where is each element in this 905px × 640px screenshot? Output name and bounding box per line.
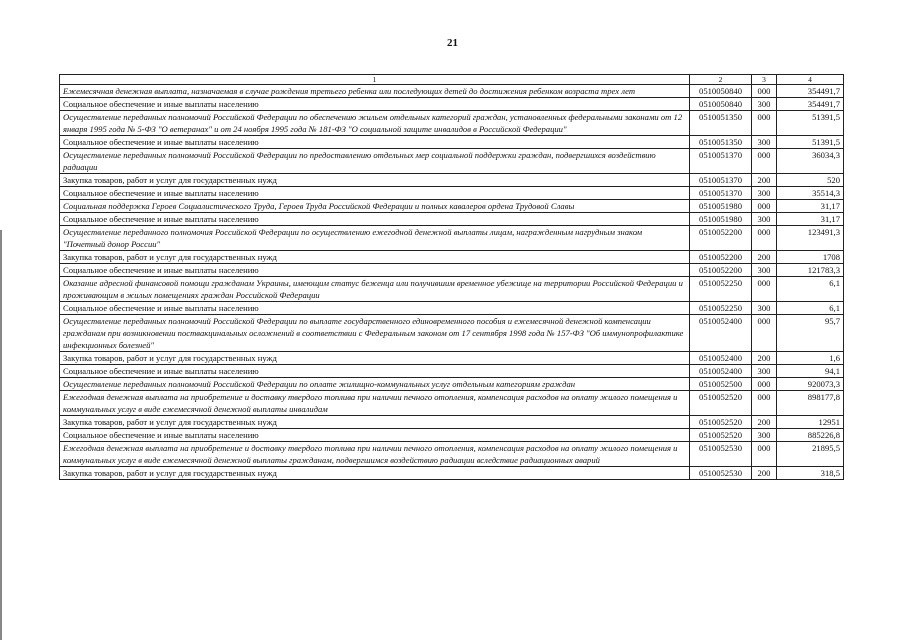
cell-amount: 36034,3 [777, 149, 844, 174]
table-row [60, 200, 844, 213]
table-row [60, 352, 844, 365]
cell-name: Закупка товаров, работ и услуг для государственных нужд [60, 174, 690, 187]
cell-target-article-code: 0510051350 [690, 111, 752, 136]
cell-name: Осуществление переданного полномочия Российской Федерации по осуществлению ежегодной денежной выплаты лицам, награжденным нагрудным знаком "Почетный донор России" [60, 226, 690, 251]
cell-target-article-code: 0510050840 [690, 85, 752, 98]
cell-target-article-code: 0510052500 [690, 378, 752, 391]
cell-target-article-code: 0510051980 [690, 213, 752, 226]
cell-target-article-code: 0510052530 [690, 467, 752, 480]
cell-name: Закупка товаров, работ и услуг для государственных нужд [60, 467, 690, 480]
table-row [60, 213, 844, 226]
cell-amount: 354491,7 [777, 98, 844, 111]
cell-amount: 6,1 [777, 277, 844, 302]
cell-amount: 920073,3 [777, 378, 844, 391]
cell-amount: 51391,5 [777, 136, 844, 149]
table-row [60, 187, 844, 200]
cell-name: Социальное обеспечение и иные выплаты населению [60, 429, 690, 442]
column-header-vr: 3 [752, 75, 777, 85]
cell-amount: 123491,3 [777, 226, 844, 251]
cell-name: Осуществление переданных полномочий Российской Федерации по обеспечению жильем отдельных категорий граждан, установленных федеральными законами от 12 января 1995 года № 5-ФЗ "О ветеранах" и от 24 ноября 1995 года № 181-ФЗ "О социальной защите инвалидов в Российской Федерации" [60, 111, 690, 136]
table-row [60, 315, 844, 352]
table-row [60, 429, 844, 442]
column-number-row [60, 75, 844, 85]
budget-table [59, 74, 844, 480]
page-number: 21 [447, 37, 458, 49]
cell-amount: 1708 [777, 251, 844, 264]
cell-amount: 898177,8 [777, 391, 844, 416]
table-row [60, 467, 844, 480]
table-row [60, 302, 844, 315]
cell-target-article-code: 0510051350 [690, 136, 752, 149]
cell-target-article-code: 0510052250 [690, 302, 752, 315]
table-row [60, 391, 844, 416]
cell-amount: 21895,5 [777, 442, 844, 467]
cell-expense-type-code: 000 [752, 442, 777, 467]
cell-target-article-code: 0510051370 [690, 187, 752, 200]
cell-target-article-code: 0510052530 [690, 442, 752, 467]
cell-target-article-code: 0510052400 [690, 352, 752, 365]
cell-name: Закупка товаров, работ и услуг для государственных нужд [60, 251, 690, 264]
table-row [60, 149, 844, 174]
cell-name: Социальное обеспечение и иные выплаты населению [60, 98, 690, 111]
cell-expense-type-code: 000 [752, 315, 777, 352]
cell-expense-type-code: 300 [752, 187, 777, 200]
table-row [60, 111, 844, 136]
cell-expense-type-code: 300 [752, 302, 777, 315]
cell-expense-type-code: 000 [752, 200, 777, 213]
column-header-amount: 4 [777, 75, 844, 85]
cell-name: Социальное обеспечение и иные выплаты населению [60, 136, 690, 149]
cell-expense-type-code: 200 [752, 467, 777, 480]
cell-name: Осуществление переданных полномочий Российской Федерации по предоставлению отдельных мер социальной поддержки граждан, подвергшихся воздействию радиации [60, 149, 690, 174]
cell-name: Закупка товаров, работ и услуг для государственных нужд [60, 352, 690, 365]
cell-name: Социальное обеспечение и иные выплаты населению [60, 264, 690, 277]
cell-amount: 31,17 [777, 200, 844, 213]
table-row [60, 277, 844, 302]
cell-expense-type-code: 200 [752, 251, 777, 264]
cell-expense-type-code: 000 [752, 378, 777, 391]
table-row [60, 442, 844, 467]
cell-amount: 12951 [777, 416, 844, 429]
cell-amount: 1,6 [777, 352, 844, 365]
cell-name: Ежегодная денежная выплата на приобретение и доставку твердого топлива при наличии печного отопления, компенсация расходов на оплату жилого помещения и коммунальных услуг в виде ежемесячной денежной выплаты гражданам, подвергшимся воздействию радиации вследствие радиационных аварий [60, 442, 690, 467]
cell-expense-type-code: 300 [752, 365, 777, 378]
cell-amount: 354491,7 [777, 85, 844, 98]
cell-name: Осуществление переданных полномочий Российской Федерации по выплате государственного единовременного пособия и ежемесячной денежной компенсации гражданам при возникновении поствакцинальных осложнений в соответствии с Федеральным законом от 17 сентября 1998 года № 157-ФЗ "Об иммунопрофилактике инфекционных болезней" [60, 315, 690, 352]
table-row [60, 251, 844, 264]
cell-expense-type-code: 000 [752, 85, 777, 98]
cell-name: Ежемесячная денежная выплата, назначаемая в случае рождения третьего ребенка или последующих детей до достижения ребенком возраста трех лет [60, 85, 690, 98]
cell-target-article-code: 0510052520 [690, 416, 752, 429]
cell-amount: 95,7 [777, 315, 844, 352]
cell-target-article-code: 0510052250 [690, 277, 752, 302]
cell-expense-type-code: 300 [752, 429, 777, 442]
table-row [60, 365, 844, 378]
cell-expense-type-code: 000 [752, 277, 777, 302]
table-row [60, 174, 844, 187]
cell-amount: 318,5 [777, 467, 844, 480]
cell-amount: 121783,3 [777, 264, 844, 277]
scan-edge-shadow [0, 230, 2, 640]
cell-amount: 51391,5 [777, 111, 844, 136]
cell-expense-type-code: 200 [752, 174, 777, 187]
cell-expense-type-code: 000 [752, 226, 777, 251]
cell-expense-type-code: 300 [752, 264, 777, 277]
cell-target-article-code: 0510052520 [690, 391, 752, 416]
cell-target-article-code: 0510051980 [690, 200, 752, 213]
cell-name: Социальное обеспечение и иные выплаты населению [60, 302, 690, 315]
table-row [60, 378, 844, 391]
table-row [60, 226, 844, 251]
cell-name: Социальное обеспечение и иные выплаты населению [60, 213, 690, 226]
cell-target-article-code: 0510052400 [690, 365, 752, 378]
cell-name: Осуществление переданных полномочий Российской Федерации по оплате жилищно-коммунальных услуг отдельным категориям граждан [60, 378, 690, 391]
cell-amount: 94,1 [777, 365, 844, 378]
cell-target-article-code: 0510051370 [690, 174, 752, 187]
cell-expense-type-code: 000 [752, 149, 777, 174]
cell-expense-type-code: 300 [752, 213, 777, 226]
cell-expense-type-code: 000 [752, 391, 777, 416]
cell-expense-type-code: 300 [752, 98, 777, 111]
table-row [60, 264, 844, 277]
cell-name: Оказание адресной финансовой помощи гражданам Украины, имеющим статус беженца или получившим временное убежище на территории Российской Федерации и проживающим в жилых помещениях граждан Российской Федерации [60, 277, 690, 302]
cell-target-article-code: 0510051370 [690, 149, 752, 174]
cell-name: Ежегодная денежная выплата на приобретение и доставку твердого топлива при наличии печного отопления, компенсация расходов на оплату жилого помещения и коммунальных услуг в виде ежемесячной денежной выплаты инвалидам [60, 391, 690, 416]
table-row [60, 416, 844, 429]
cell-name: Социальное обеспечение и иные выплаты населению [60, 187, 690, 200]
cell-name: Социальная поддержка Героев Социалистического Труда, Героев Труда Российской Федерации и полных кавалеров ордена Трудовой Славы [60, 200, 690, 213]
table-row [60, 136, 844, 149]
table-row [60, 85, 844, 98]
cell-target-article-code: 0510052400 [690, 315, 752, 352]
cell-target-article-code: 0510052200 [690, 226, 752, 251]
cell-amount: 885226,8 [777, 429, 844, 442]
cell-expense-type-code: 300 [752, 136, 777, 149]
column-header-csr: 2 [690, 75, 752, 85]
cell-expense-type-code: 000 [752, 111, 777, 136]
cell-target-article-code: 0510052200 [690, 251, 752, 264]
cell-name: Закупка товаров, работ и услуг для государственных нужд [60, 416, 690, 429]
column-header-name: 1 [60, 75, 690, 85]
cell-amount: 520 [777, 174, 844, 187]
cell-expense-type-code: 200 [752, 352, 777, 365]
cell-name: Социальное обеспечение и иные выплаты населению [60, 365, 690, 378]
cell-amount: 6,1 [777, 302, 844, 315]
cell-amount: 31,17 [777, 213, 844, 226]
table-row [60, 98, 844, 111]
cell-expense-type-code: 200 [752, 416, 777, 429]
cell-target-article-code: 0510050840 [690, 98, 752, 111]
cell-amount: 35514,3 [777, 187, 844, 200]
cell-target-article-code: 0510052200 [690, 264, 752, 277]
cell-target-article-code: 0510052520 [690, 429, 752, 442]
